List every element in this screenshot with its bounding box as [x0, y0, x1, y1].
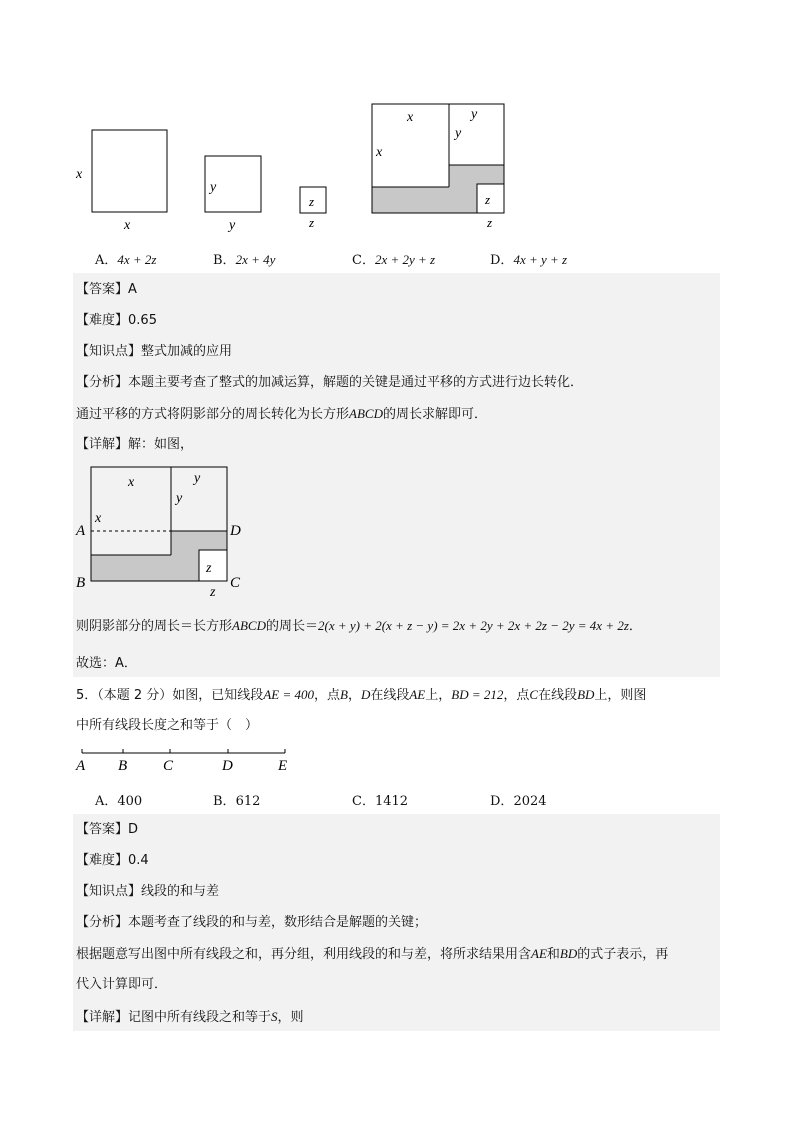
square-x — [92, 130, 167, 212]
q4-analysis-line2: 通过平移的方式将阴影部分的周长转化为长方形ABCD的周长求解即可． — [76, 406, 487, 422]
label: z — [206, 561, 212, 576]
q5-option-c: C．1412 — [352, 794, 409, 809]
label: z — [210, 585, 216, 600]
q5-knowledge: 【知识点】线段的和与差 — [76, 884, 220, 899]
q4-difficulty: 【难度】0.65 — [76, 313, 157, 328]
label: z — [309, 194, 315, 209]
label: y — [194, 471, 201, 486]
q4-detail-figure — [70, 460, 250, 600]
q5-analysis-line2: 根据题意写出图中所有线段之和，再分组，利用线段的和与差，将所求结果用含AE和BD的式子表示，再 — [76, 946, 669, 962]
point-label-d: D — [222, 758, 233, 774]
label: x — [95, 511, 102, 526]
q5-option-a: A．400 — [95, 794, 143, 809]
q5-answer: 【答案】D — [76, 822, 139, 837]
q4-choose: 故选：A． — [76, 656, 137, 671]
label: y — [210, 180, 217, 195]
label: y — [471, 107, 478, 122]
point-label-d: D — [230, 523, 241, 539]
q5-stem-line2: 中所有线段长度之和等于（ ） — [76, 718, 259, 733]
label: x — [128, 475, 135, 490]
label: z — [309, 215, 315, 230]
point-label-a: A — [76, 523, 86, 539]
q5-stem-line1: 5．（本题 2 分）如图，已知线段AE = 400，点B，D在线段AE上，BD = 212，点C在线段BD上，则图 — [76, 687, 647, 703]
q4-option-c: C．2x + 2y + z — [352, 252, 436, 268]
q5-segment-figure — [70, 742, 300, 776]
q5-analysis-line3: 代入计算即可． — [76, 977, 168, 992]
point-label-c: C — [163, 758, 174, 774]
q4-analysis: 【分析】本题主要考查了整式的加减运算，解题的关键是通过平移的方式进行边长转化． — [76, 375, 584, 390]
label: y — [176, 491, 183, 506]
label: x — [376, 145, 383, 160]
label: x — [407, 110, 414, 125]
q4-detail: 【详解】解：如图， — [76, 437, 194, 452]
q5-detail: 【详解】记图中所有线段之和等于S，则 — [76, 1009, 304, 1025]
point-label-e: E — [278, 758, 288, 774]
label: z — [487, 215, 493, 230]
label: x — [76, 167, 83, 182]
q5-option-d: D．2024 — [490, 794, 547, 809]
point-label-c: C — [230, 575, 241, 591]
q4-option-d: D．4x + y + z — [490, 252, 568, 268]
point-label-b: B — [118, 758, 128, 774]
label: y — [229, 218, 236, 233]
q4-knowledge: 【知识点】整式加减的应用 — [76, 344, 233, 359]
q4-result: 则阴影部分的周长＝长方形ABCD的周长＝2(x + y) + 2(x + z − y) = 2x + 2y + 2x + 2z − 2y = 4x + 2z． — [76, 618, 642, 634]
q4-option-a: A．4x + 2z — [95, 252, 157, 268]
q5-difficulty: 【难度】0.4 — [76, 853, 149, 868]
q4-figures — [70, 98, 520, 238]
label: y — [455, 126, 462, 141]
label: x — [124, 218, 131, 233]
q4-option-b: B．2x + 4y — [213, 252, 276, 268]
point-label-b: B — [76, 575, 86, 591]
q5-analysis: 【分析】本题考查了线段的和与差，数形结合是解题的关键； — [76, 915, 428, 930]
label: z — [485, 192, 491, 207]
q5-option-b: B．612 — [213, 794, 261, 809]
point-label-a: A — [76, 758, 86, 774]
q4-answer: 【答案】A — [76, 282, 137, 297]
